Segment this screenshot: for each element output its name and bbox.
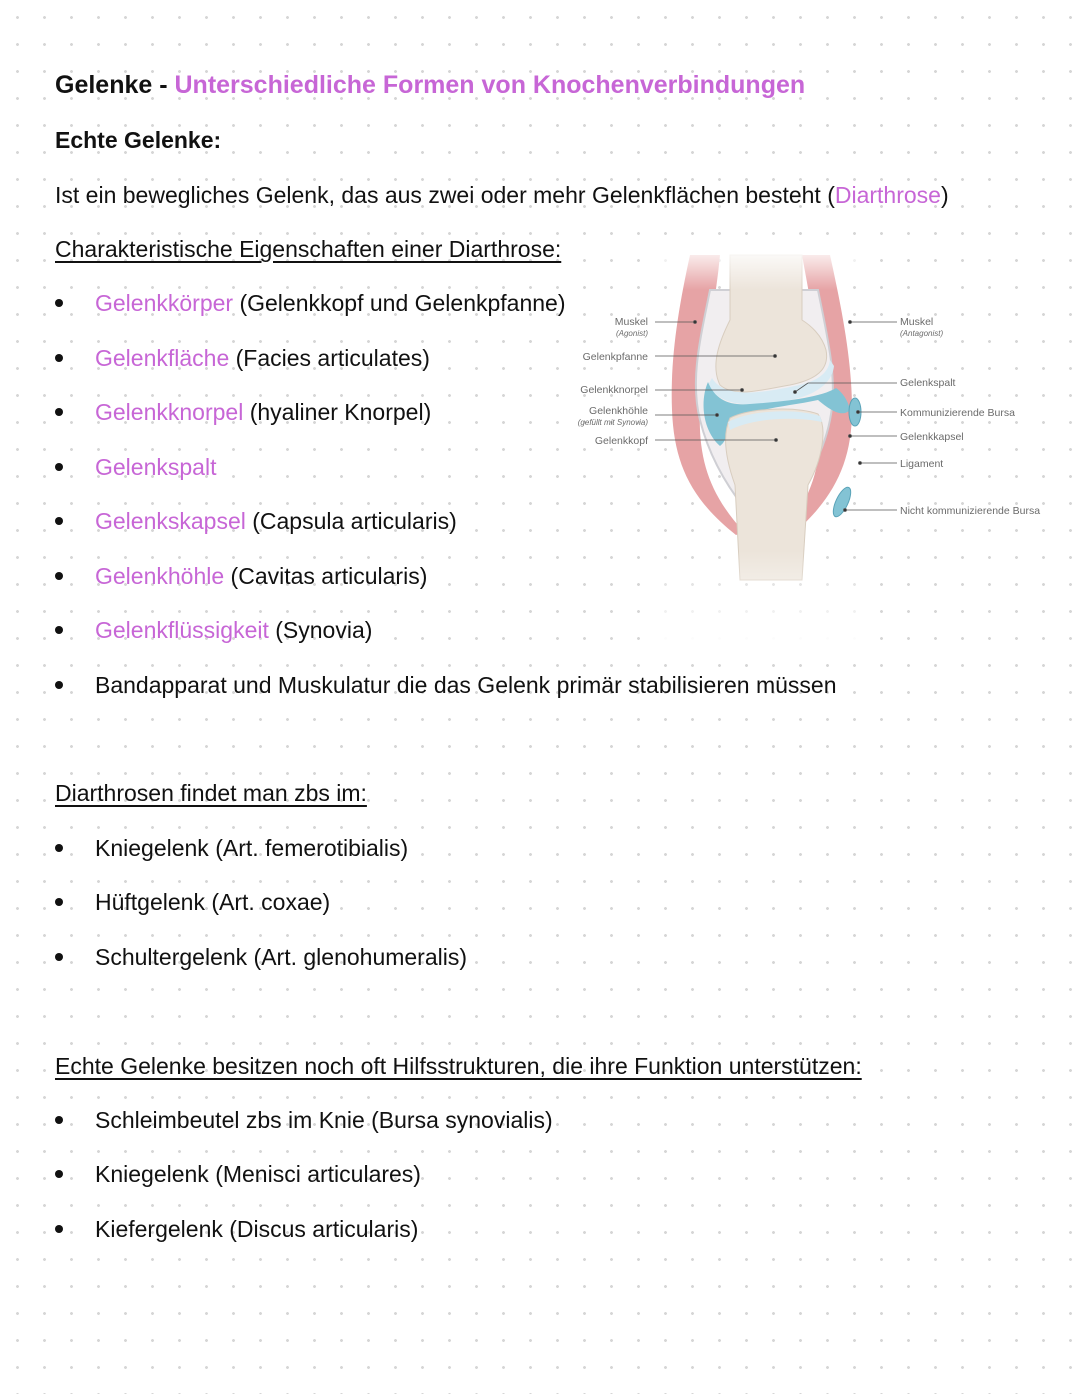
bullet <box>55 898 63 906</box>
list-item: Kniegelenk (Menisci articulares) <box>95 1161 421 1187</box>
list-item <box>95 343 430 373</box>
bullet <box>55 463 63 471</box>
label-agonist-sub: (Agonist) <box>615 329 648 338</box>
non-communicating-bursa <box>830 485 854 519</box>
definition-line <box>55 180 949 210</box>
label-gelenkkopf: Gelenkkopf <box>594 435 648 447</box>
item-detail: (Facies articulates) <box>229 345 430 371</box>
item-detail: (Synovia) <box>268 617 373 643</box>
bullet <box>55 681 63 689</box>
list-item: Schleimbeutel zbs im Knie (Bursa synovialis) <box>95 1107 553 1133</box>
bullet <box>55 572 63 580</box>
item-term: Gelenkskapsel <box>95 508 246 534</box>
item-term: Gelenkspalt <box>95 454 217 480</box>
label-ligament: Ligament <box>900 458 944 470</box>
label-gelenkhoehle: Gelenkhöhle <box>589 405 648 417</box>
item-detail: (Cavitas articularis) <box>224 563 428 589</box>
bullet <box>55 844 63 852</box>
characteristics-heading: Charakteristische Eigenschaften einer Diarthrose: <box>55 236 562 262</box>
bullet <box>55 1225 63 1233</box>
bullet <box>55 299 63 307</box>
item-term: Gelenkhöhle <box>95 563 225 589</box>
list-item <box>95 506 457 536</box>
item-term: Gelenkflüssigkeit <box>95 617 269 643</box>
item-term: Gelenkknorpel <box>95 399 244 425</box>
list-item <box>95 561 427 591</box>
list-item: Hüftgelenk (Art. coxae) <box>95 889 331 915</box>
title-separator: - <box>152 71 175 99</box>
list-item: Kniegelenk (Art. femerotibialis) <box>95 835 409 861</box>
aux-heading: Echte Gelenke besitzen noch oft Hilfsstrukturen, die ihre Funktion unterstützen: <box>55 1053 862 1079</box>
label-nicht-kommunizierende-bursa: Nicht kommunizierende Bursa <box>900 505 1041 517</box>
list-item <box>95 288 566 318</box>
definition-close: ) <box>940 182 949 208</box>
list-item <box>95 615 372 645</box>
label-muskel-agonist: Muskel <box>614 316 648 328</box>
label-gelenkhoehle-sub: (gefüllt mit Synovia) <box>577 418 648 427</box>
section-title: Echte Gelenke: <box>55 127 222 153</box>
bullet <box>55 354 63 362</box>
item-term: Gelenkfläche <box>95 345 230 371</box>
list-item <box>95 452 216 482</box>
item-term: Gelenkkörper <box>95 290 234 316</box>
item-detail: (Capsula articularis) <box>245 508 457 534</box>
bullet <box>55 517 63 525</box>
title-subtitle: Unterschiedliche Formen von Knochenverbindungen <box>174 71 806 99</box>
title-main: Gelenke <box>55 71 153 99</box>
label-gelenkkapsel: Gelenkkapsel <box>900 431 964 443</box>
bullet <box>55 626 63 634</box>
list-item <box>95 670 837 700</box>
item-detail: (hyaliner Knorpel) <box>243 399 432 425</box>
label-gelenkpfanne: Gelenkpfanne <box>582 351 648 363</box>
bullet <box>55 1116 63 1124</box>
list-item <box>95 397 431 427</box>
examples-heading: Diarthrosen findet man zbs im: <box>55 780 367 806</box>
label-kommunizierende-bursa: Kommunizierende Bursa <box>900 407 1015 419</box>
label-gelenkspalt: Gelenkspalt <box>900 377 956 389</box>
bullet <box>55 1170 63 1178</box>
item-detail: (Gelenkkopf und Gelenkpfanne) <box>233 290 566 316</box>
definition-text: Ist ein bewegliches Gelenk, das aus zwei oder mehr Gelenkflächen besteht ( <box>55 182 835 208</box>
item-detail: Bandapparat und Muskulatur die das Gelenk primär stabilisieren müssen <box>95 672 837 698</box>
definition-term: Diarthrose <box>834 182 941 208</box>
list-item: Kiefergelenk (Discus articularis) <box>95 1216 419 1242</box>
list-item: Schultergelenk (Art. glenohumeralis) <box>95 944 468 970</box>
bullet <box>55 953 63 961</box>
label-antagonist-sub: (Antagonist) <box>900 329 944 338</box>
bullet <box>55 408 63 416</box>
page-title <box>55 70 805 100</box>
label-gelenkknorpel: Gelenkknorpel <box>580 384 648 396</box>
joint-diagram <box>560 250 1060 640</box>
label-muskel-antagonist: Muskel <box>900 316 934 328</box>
